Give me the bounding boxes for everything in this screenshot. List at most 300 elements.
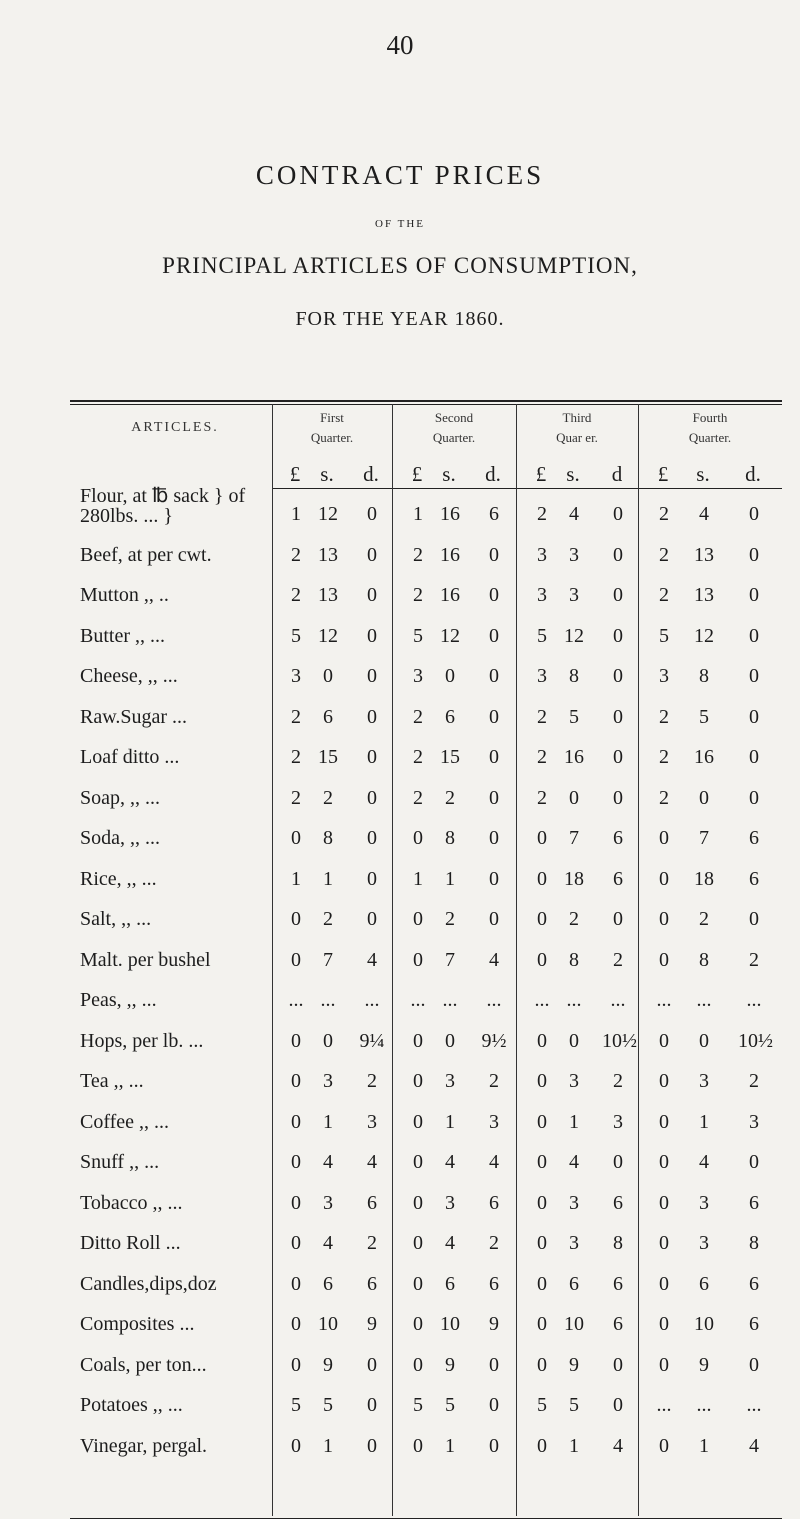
pence-value: 6 xyxy=(749,867,759,890)
table-row xyxy=(0,901,800,937)
table-row xyxy=(0,780,800,816)
pence-value: 0 xyxy=(489,786,499,809)
shillings-value: 5 xyxy=(445,1394,455,1416)
price-cell xyxy=(272,1225,392,1261)
pence-value: 0 xyxy=(367,624,377,647)
price-cell xyxy=(516,618,638,654)
shillings-value: 1 xyxy=(569,1434,579,1457)
shillings-value: 12 xyxy=(440,624,460,647)
pounds-value: 2 xyxy=(413,786,423,809)
shillings-value: 16 xyxy=(694,746,714,768)
pounds-value: ... xyxy=(410,989,426,1011)
pence-value: 0 xyxy=(613,503,623,525)
pence-value: 0 xyxy=(749,624,759,647)
price-cell xyxy=(392,496,516,532)
price-cell xyxy=(516,658,638,694)
shillings-value: 3 xyxy=(323,1070,333,1092)
unit-label: s. xyxy=(566,462,580,486)
currency-unit-header xyxy=(272,462,392,486)
price-cell xyxy=(272,1347,392,1383)
pounds-value: 0 xyxy=(291,1191,301,1214)
article-name: Malt. per bushel xyxy=(80,948,211,971)
price-cell xyxy=(392,1023,516,1059)
article-name: Beef, at per cwt. xyxy=(80,543,212,566)
pence-value: 0 xyxy=(367,1434,377,1457)
shillings-value: 8 xyxy=(445,827,455,849)
shillings-value: 9 xyxy=(445,1353,455,1376)
pounds-value: 0 xyxy=(537,1353,547,1376)
shillings-value: 0 xyxy=(445,665,455,687)
article-name: Composites ... xyxy=(80,1313,195,1335)
price-cell xyxy=(272,1104,392,1140)
pence-value: 9 xyxy=(489,1313,499,1335)
price-cell xyxy=(272,780,392,816)
price-cell xyxy=(638,739,782,775)
shillings-value: ... xyxy=(442,989,458,1011)
shillings-value: 0 xyxy=(445,1029,455,1052)
pounds-value: 0 xyxy=(537,1434,547,1457)
shillings-value: 1 xyxy=(445,1434,455,1457)
price-cell xyxy=(392,699,516,735)
pounds-value: 2 xyxy=(659,584,669,606)
pounds-value: 0 xyxy=(659,1232,669,1254)
pence-value: 4 xyxy=(367,1151,377,1173)
pence-value: 6 xyxy=(489,1272,499,1295)
pounds-value: 0 xyxy=(659,1151,669,1173)
shillings-value: 10 xyxy=(440,1313,460,1335)
price-cell xyxy=(392,942,516,978)
shillings-value: 1 xyxy=(445,867,455,890)
price-cell xyxy=(516,1023,638,1059)
pounds-value: 0 xyxy=(659,1434,669,1457)
shillings-value: 1 xyxy=(699,1110,709,1133)
table-row xyxy=(0,1023,800,1059)
shillings-value: 6 xyxy=(569,1272,579,1295)
shillings-value: 13 xyxy=(318,543,338,566)
pounds-value: 5 xyxy=(413,624,423,647)
table-row xyxy=(0,1063,800,1099)
pounds-value: 0 xyxy=(413,1070,423,1092)
quarter-header xyxy=(272,408,392,448)
table-row xyxy=(0,942,800,978)
pence-value: 0 xyxy=(749,908,759,930)
pence-value: 6 xyxy=(613,827,623,849)
table-row xyxy=(0,861,800,897)
price-cell xyxy=(272,982,392,1018)
pence-value: 6 xyxy=(749,1272,759,1295)
currency-unit-header xyxy=(516,462,638,486)
shillings-value: 7 xyxy=(445,948,455,971)
price-cell xyxy=(516,901,638,937)
pence-value: 0 xyxy=(749,584,759,606)
shillings-value: 12 xyxy=(318,503,338,525)
pence-value: 0 xyxy=(749,543,759,566)
pence-value: 2 xyxy=(749,1070,759,1092)
shillings-value: 0 xyxy=(323,665,333,687)
price-cell xyxy=(516,1266,638,1302)
price-cell xyxy=(638,901,782,937)
pence-value: 2 xyxy=(367,1232,377,1254)
pounds-value: 0 xyxy=(291,1151,301,1173)
price-cell xyxy=(516,739,638,775)
price-cell xyxy=(516,942,638,978)
pounds-value: 0 xyxy=(659,867,669,890)
shillings-value: 15 xyxy=(440,746,460,768)
price-cell xyxy=(392,861,516,897)
table-row xyxy=(0,1387,800,1423)
shillings-value: 5 xyxy=(699,705,709,728)
price-cell xyxy=(638,820,782,856)
shillings-value: 9 xyxy=(323,1353,333,1376)
price-cell xyxy=(392,618,516,654)
pence-value: 0 xyxy=(489,827,499,849)
pence-value: 6 xyxy=(489,503,499,525)
pounds-value: 0 xyxy=(659,1313,669,1335)
pounds-value: 0 xyxy=(291,1029,301,1052)
table-row xyxy=(0,1104,800,1140)
article-name: Cheese, ,, ... xyxy=(80,665,178,687)
shillings-value: 3 xyxy=(569,1070,579,1092)
pence-value: 0 xyxy=(613,746,623,768)
shillings-value: 8 xyxy=(569,665,579,687)
pence-value: 0 xyxy=(367,746,377,768)
price-cell xyxy=(638,699,782,735)
shillings-value: 2 xyxy=(323,786,333,809)
pence-value: 2 xyxy=(489,1070,499,1092)
article-name: Tobacco ,, ... xyxy=(80,1191,183,1214)
unit-label: s. xyxy=(442,462,456,486)
page-title: CONTRACT PRICES xyxy=(255,160,545,190)
pounds-value: 0 xyxy=(537,1272,547,1295)
pence-value: 6 xyxy=(367,1191,377,1214)
price-cell xyxy=(516,1063,638,1099)
pence-value: ... xyxy=(364,989,380,1011)
shillings-value: 3 xyxy=(699,1191,709,1214)
pence-value: ... xyxy=(746,989,762,1011)
pence-value: 0 xyxy=(489,705,499,728)
price-cell xyxy=(516,537,638,573)
price-cell xyxy=(638,1266,782,1302)
pounds-value: 0 xyxy=(413,1029,423,1052)
page-subtitle: PRINCIPAL ARTICLES OF CONSUMPTION, xyxy=(162,253,638,278)
shillings-value: 2 xyxy=(445,908,455,930)
pence-value: 4 xyxy=(489,1151,499,1173)
price-cell xyxy=(638,1347,782,1383)
table-row xyxy=(0,739,800,775)
shillings-value: 2 xyxy=(323,908,333,930)
price-cell xyxy=(392,780,516,816)
price-cell xyxy=(638,658,782,694)
quarter-header-line1: Third xyxy=(562,410,592,425)
price-cell xyxy=(392,982,516,1018)
shillings-value: 3 xyxy=(445,1191,455,1214)
pounds-value: 5 xyxy=(413,1394,423,1416)
pence-value: 0 xyxy=(749,705,759,728)
price-cell xyxy=(638,537,782,573)
pounds-value: 0 xyxy=(659,948,669,971)
pounds-value: 0 xyxy=(659,1191,669,1214)
article-name: Rice, ,, ... xyxy=(80,867,157,890)
pence-value: 6 xyxy=(489,1191,499,1214)
unit-label: d. xyxy=(745,462,761,486)
article-name: Candles,dips,doz xyxy=(80,1272,217,1295)
price-cell xyxy=(272,820,392,856)
pounds-value: 0 xyxy=(537,1232,547,1254)
pence-value: 0 xyxy=(613,584,623,606)
pence-value: ... xyxy=(746,1394,762,1416)
price-cell xyxy=(272,618,392,654)
price-cell xyxy=(272,861,392,897)
pence-value: 0 xyxy=(749,665,759,687)
price-cell xyxy=(392,739,516,775)
pence-value: 0 xyxy=(749,746,759,768)
pence-value: 4 xyxy=(489,948,499,971)
pence-value: 0 xyxy=(367,827,377,849)
price-cell xyxy=(638,942,782,978)
shillings-value: 6 xyxy=(699,1272,709,1295)
unit-label: £ xyxy=(535,462,547,486)
pounds-value: 2 xyxy=(291,705,301,728)
shillings-value: 0 xyxy=(699,1029,709,1052)
pounds-value: ... xyxy=(656,989,672,1011)
shillings-value: 3 xyxy=(569,1232,579,1254)
pence-value: 0 xyxy=(367,543,377,566)
shillings-value: 0 xyxy=(323,1029,333,1052)
price-cell xyxy=(272,1063,392,1099)
pence-value: 6 xyxy=(613,1272,623,1295)
pence-value: 0 xyxy=(613,543,623,566)
pounds-value: 0 xyxy=(659,827,669,849)
price-cell xyxy=(272,1306,392,1342)
pence-value: 0 xyxy=(613,908,623,930)
shillings-value: 2 xyxy=(699,908,709,930)
price-cell xyxy=(392,658,516,694)
price-cell xyxy=(638,1225,782,1261)
shillings-value: 4 xyxy=(699,503,709,525)
pounds-value: 5 xyxy=(537,1394,547,1416)
pence-value: 9½ xyxy=(481,1029,507,1052)
pence-value: 3 xyxy=(749,1110,759,1133)
pounds-value: 0 xyxy=(537,867,547,890)
pence-value: 8 xyxy=(613,1232,623,1254)
price-cell xyxy=(516,1225,638,1261)
quarter-header-line2: Quarter. xyxy=(688,430,732,445)
header-rule xyxy=(272,488,782,489)
pence-value: 0 xyxy=(489,1353,499,1376)
shillings-value: 7 xyxy=(569,827,579,849)
pence-value: 0 xyxy=(613,665,623,687)
price-cell xyxy=(392,537,516,573)
price-cell xyxy=(392,1063,516,1099)
pounds-value: 0 xyxy=(413,827,423,849)
pounds-value: 2 xyxy=(291,746,301,768)
shillings-value: 13 xyxy=(318,584,338,606)
pence-value: ... xyxy=(486,989,502,1011)
pence-value: 0 xyxy=(613,786,623,809)
shillings-value: 15 xyxy=(318,746,338,768)
pounds-value: 0 xyxy=(291,1434,301,1457)
shillings-value: 9 xyxy=(569,1353,579,1376)
pounds-value: 0 xyxy=(291,1232,301,1254)
price-cell xyxy=(392,1347,516,1383)
article-name: Soap, ,, ... xyxy=(80,786,160,809)
quarter-header-line2: Quarter. xyxy=(310,430,354,445)
pence-value: 0 xyxy=(367,1394,377,1416)
pounds-value: 0 xyxy=(291,1110,301,1133)
pounds-value: 0 xyxy=(659,908,669,930)
pounds-value: 0 xyxy=(291,1272,301,1295)
price-cell xyxy=(272,577,392,613)
article-name: Soda, ,, ... xyxy=(80,827,160,849)
pence-value: 6 xyxy=(613,1191,623,1214)
pence-value: 0 xyxy=(749,503,759,525)
price-cell xyxy=(516,982,638,1018)
price-cell xyxy=(638,780,782,816)
pounds-value: 2 xyxy=(413,584,423,606)
price-cell xyxy=(638,1063,782,1099)
pounds-value: 2 xyxy=(537,746,547,768)
pence-value: ... xyxy=(610,989,626,1011)
pounds-value: 0 xyxy=(659,1029,669,1052)
quarter-header-line1: Fourth xyxy=(692,410,728,425)
pounds-value: 2 xyxy=(659,503,669,525)
table-row xyxy=(0,537,800,573)
quarter-header xyxy=(392,408,516,448)
pounds-value: 0 xyxy=(537,827,547,849)
shillings-value: 5 xyxy=(569,705,579,728)
price-cell xyxy=(516,1144,638,1180)
shillings-value: 10 xyxy=(318,1313,338,1335)
pence-value: 0 xyxy=(613,705,623,728)
price-cell xyxy=(392,1306,516,1342)
pence-value: 6 xyxy=(367,1272,377,1295)
price-cell xyxy=(272,1023,392,1059)
price-cell xyxy=(516,496,638,532)
shillings-value: ... xyxy=(566,989,582,1011)
shillings-value: 0 xyxy=(569,786,579,809)
pounds-value: 2 xyxy=(413,705,423,728)
article-name: Flour, at ℔ sack } of 280lbs. ... } xyxy=(80,485,246,527)
currency-unit-header xyxy=(392,462,516,486)
price-cell xyxy=(392,577,516,613)
pence-value: 10½ xyxy=(738,1029,773,1052)
pence-value: 2 xyxy=(489,1232,499,1254)
price-cell xyxy=(638,861,782,897)
pence-value: 0 xyxy=(613,1394,623,1416)
price-cell xyxy=(272,739,392,775)
shillings-value: 4 xyxy=(445,1151,455,1173)
pounds-value: 2 xyxy=(537,705,547,728)
shillings-value: 6 xyxy=(323,1272,333,1295)
article-name: Hops, per lb. ... xyxy=(80,1029,204,1052)
pounds-value: 1 xyxy=(413,867,423,890)
article-name: Raw.Sugar ... xyxy=(80,705,188,728)
shillings-value: 1 xyxy=(569,1110,579,1133)
pence-value: 0 xyxy=(613,624,623,647)
price-cell xyxy=(516,699,638,735)
pence-value: 0 xyxy=(749,786,759,809)
pounds-value: 0 xyxy=(413,1151,423,1173)
pence-value: 3 xyxy=(367,1110,377,1133)
price-cell xyxy=(516,1347,638,1383)
price-cell xyxy=(638,982,782,1018)
shillings-value: 5 xyxy=(569,1394,579,1416)
shillings-value: 7 xyxy=(323,948,333,971)
pence-value: 0 xyxy=(489,624,499,647)
table-row xyxy=(0,1225,800,1261)
shillings-value: 18 xyxy=(564,867,584,890)
unit-label: £ xyxy=(657,462,669,486)
article-name: Coffee ,, ... xyxy=(80,1110,170,1133)
price-cell xyxy=(392,1387,516,1423)
table-row xyxy=(0,618,800,654)
pounds-value: 2 xyxy=(291,786,301,809)
shillings-value: 8 xyxy=(699,948,709,971)
pounds-value: ... xyxy=(534,989,550,1011)
price-cell xyxy=(638,496,782,532)
pence-value: 0 xyxy=(613,1353,623,1376)
price-cell xyxy=(516,1104,638,1140)
pounds-value: 5 xyxy=(291,624,301,647)
pence-value: 6 xyxy=(749,1191,759,1214)
shillings-value: 9 xyxy=(699,1353,709,1376)
pence-value: 0 xyxy=(367,503,377,525)
table-row xyxy=(0,699,800,735)
shillings-value: 3 xyxy=(323,1191,333,1214)
pounds-value: 0 xyxy=(413,1191,423,1214)
price-cell xyxy=(272,1185,392,1221)
pence-value: 6 xyxy=(749,1313,759,1335)
pounds-value: 3 xyxy=(537,665,547,687)
shillings-value: 3 xyxy=(569,543,579,566)
price-cell xyxy=(392,1266,516,1302)
shillings-value: 2 xyxy=(445,786,455,809)
quarter-header-line2: Quar er. xyxy=(556,430,598,445)
pence-value: 0 xyxy=(367,665,377,687)
shillings-value: 3 xyxy=(445,1070,455,1092)
pounds-value: 0 xyxy=(291,1353,301,1376)
table-top-rule-thin xyxy=(70,404,782,405)
pence-value: 2 xyxy=(367,1070,377,1092)
price-cell xyxy=(516,780,638,816)
pounds-value: 0 xyxy=(291,908,301,930)
pounds-value: 0 xyxy=(413,1313,423,1335)
table-row xyxy=(0,658,800,694)
article-name: Snuff ,, ... xyxy=(80,1151,160,1173)
price-cell xyxy=(516,820,638,856)
pence-value: 0 xyxy=(489,1394,499,1416)
quarter-header-line1: First xyxy=(320,410,344,425)
unit-label: s. xyxy=(696,462,710,486)
page-number: 40 xyxy=(386,30,414,60)
price-cell xyxy=(516,1185,638,1221)
pence-value: 4 xyxy=(749,1434,759,1457)
pounds-value: 0 xyxy=(537,1151,547,1173)
pence-value: 6 xyxy=(613,867,623,890)
pounds-value: 2 xyxy=(413,543,423,566)
shillings-value: ... xyxy=(696,1394,712,1416)
price-cell xyxy=(638,618,782,654)
pence-value: 0 xyxy=(489,908,499,930)
pounds-value: 0 xyxy=(537,1191,547,1214)
pence-value: 0 xyxy=(489,1434,499,1457)
pounds-value: 2 xyxy=(659,705,669,728)
pounds-value: ... xyxy=(656,1394,672,1416)
title-connector: OF THE xyxy=(375,218,425,230)
pence-value: 0 xyxy=(367,908,377,930)
quarter-header xyxy=(516,408,638,448)
article-name: Coals, per ton... xyxy=(80,1353,207,1376)
